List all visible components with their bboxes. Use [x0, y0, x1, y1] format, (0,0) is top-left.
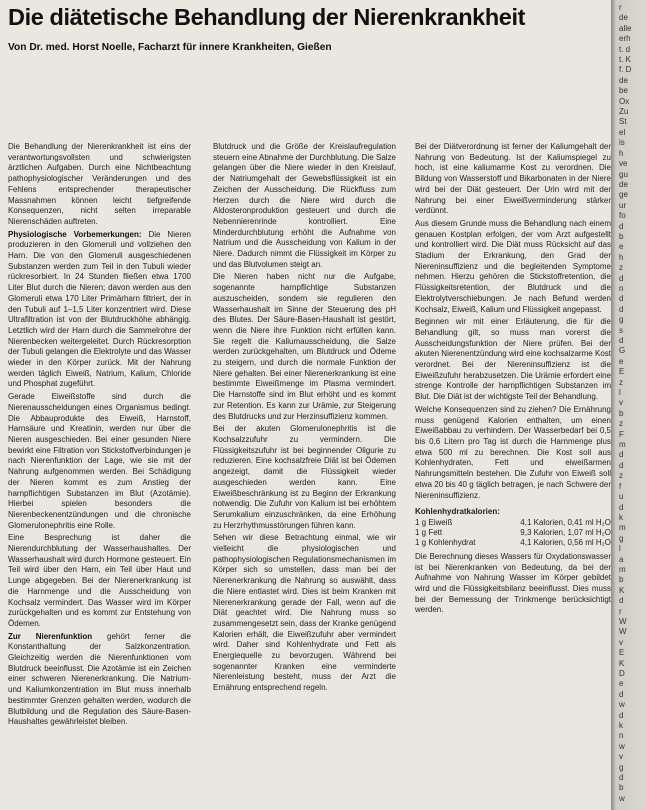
nutrition-box-note: Die Berechnung dieses Wassers für Oxydationswasser ist bei Nierenkranken von Bedeutung, da bei der Aufnahme von Nahrung Wasser im Körper gebildet wird und die Flüssigkeitsbilanz beeinflusst. Dies muss bei der Bemessung der Trinkmenge berücksichtigt werden.: [415, 551, 611, 615]
paragraph: [415, 142, 611, 217]
nutrition-label: 1 g Eiweiß: [415, 517, 453, 527]
nutrition-value: 4,1 Kalorien, 0,41 ml H₂O: [520, 517, 611, 527]
nutrition-label: 1 g Kohlenhydrat: [415, 537, 476, 547]
paragraph: [213, 142, 396, 270]
paragraph: [8, 632, 191, 728]
paragraph-text: Blutdruck und die Größe der Kreislaufregulation steuern eine Abnahme der Durchblutung. Die Salze gelangen über die Niere wieder in den Kreislauf, der Natriumgehalt der Gewebsflüssigkeit ist ein Zeichen der Ausscheidung. Die Rückfluss zum Herzen durch die Niere wird durch die Aldosteronproduktion gesteuert und durch die Nebennierenrinde kontrolliert. Eine Minderdurchblutung erhöht die Aufnahme von Natrium und die Ausscheidung von Kalium in der Niere. Dadurch nimmt die Flüssigkeit im Körper zu und das Blutvolumen steigt an.: [213, 142, 396, 269]
nutrition-row: [415, 528, 611, 538]
paragraph-text: Bei der Diätverordnung ist ferner der Kaliumgehalt der Nahrung von Bedeutung. Ist der Kaliumspiegel zu hoch, ist eine kaliumarme Kost zu verordnen. Die Bildung von Wasserstoff und Bikarbonaten in der Niere wird bei der Diät gesteuert. Der Urin wird mit der Nahrung bei einer Eiweißverminderung stärker verdünnt.: [415, 142, 611, 216]
paragraph-text: Die Nieren produzieren in den Glomeruli und vollziehen den Harn. Die von den Glomeruli ausgeschiedenen Substanzen werden zum Teil in den Tubuli wieder rückresorbiert. In 24 Stunden fließen etwa 1700 Liter Blut durch die Nieren; davon werden aus den Glomeruli etwa 170 Liter Primärharn filtriert, der in den Tubuli auf 1–1,5 Liter konzentriert wird. Diese Ultrafiltration ist von der Blutdruckhöhe abhängig. Letztlich wird der Harn durch die Sammelrohre der Nierenbecken weitergeleitet. Durch Rückresorption der Tubuli gelangen die Elektrolyte und das Wasser wieder in den Körper zurück. Mit der Nahrung werden täglich Eiweiß, Natrium, Kalium, Chloride und Phosphat zugeführt.: [8, 229, 191, 389]
paragraph: [8, 392, 191, 531]
text-column-3: [415, 142, 611, 810]
paragraph: [213, 533, 396, 694]
nutrition-box-title: Kohlenhydratkalorien:: [415, 507, 500, 517]
paragraph: [415, 405, 611, 501]
column-3-body: [415, 142, 611, 501]
paragraph: [415, 219, 611, 315]
paragraph-heading: Zur Nierenfunktion: [8, 631, 93, 641]
paragraph-text: Eine Besprechung ist daher die Nierendurchblutung der Wasserhaushaltes. Der Wasserhaushalt wird durch Hormone gesteuert. Ein Teil wird über den Harn, ein Teil über Haut und Lunge abgegeben. Bei der Nierenerkrankung ist die Harnmenge und die Ausscheidung von Kochsalz vermindert. Das Wasser wird im Körper zurückgehalten und es kommt zur Entstehung von Ödemen.: [8, 533, 191, 628]
text-column-1: [8, 142, 191, 810]
paragraph: [213, 424, 396, 531]
paragraph-text: Die Nieren haben nicht nur die Aufgabe, sogenannte harnpflichtige Substanzen auszuscheiden, sondern sie regulieren den Wasserhaushalt im Sinne der Steuerung des pH des Blutes. Der Säure-Basen-Haushalt ist gestört, wenn die Niere ihre Funktion nicht erfüllen kann. Sie regelt die Kaliumausscheidung, die Salze werden zurückgehalten, um Blutdruck und Ödeme zu steigern, und durch die normale Funktion der Niere gehalten. Bei einer Nierenerkrankung ist eine bestimmte Eiweißmenge im Plasma vermindert. Die Harnstoffe sind im Blut erhöht und es kommt zur Retention. Es kann zur Urämie, zur Steigerung des Blutdrucks und zur Herzinsuffizienz kommen.: [213, 272, 396, 421]
paragraph: [213, 272, 396, 422]
nutrition-box: [415, 507, 611, 616]
paragraph-text: Bei der akuten Glomerulonephritis ist die Kochsalzzufuhr zu vermindern. Die Flüssigkeitszufuhr ist bei beginnender Oligurie zu reduzieren. Eine kochsalzfreie Diät ist bei Ödemen angezeigt, damit die Flüssigkeit wieder ausgeschieden werden kann. Eine Eiweißbeschränkung ist zu Beginn der Erkrankung notwendig. Die Zufuhr von Kalium ist bei erhöhtem Serumkalium einzuschränken, da eine Erhöhung zu Herzrhythmusstörungen führen kann.: [213, 424, 396, 530]
paragraph-text: gehört ferner die Konstanthaltung der Salzkonzentration. Gleichzeitig werden die Nierenfunktionen vom Blutdruck beeinflusst. Die Azotämie ist ein Zeichen einer schweren Nierenerkrankung. Die Natrium- und Kaliumkonzentration im Blut muss innerhalb bestimmter Grenzen gehalten werden, wodurch die Blutbildung und die Regulation des Säure-Basen-Haushaltes gewährleistet bleiben.: [8, 631, 191, 727]
paragraph-text: Sehen wir diese Betrachtung einmal, wie wir vielleicht die physiologischen und pathophysiologischen Regulationsmechanismen im Körper sich so umstellen, dass man bei der Nierenerkrankung die Nahrung so auswählt, dass die Niere entlastet wird. Dies ist beim Kranken mit Nierenerkrankung gerade der Fall, wenn auf die Diät geachtet wird. Die Nahrung muss so zusammengesetzt sein, dass der Kranke genügend Kalorien erhält, die Eiweißzufuhr aber vermindert wird. Daher sind Kohlenhydrate und Fett als Energiequelle zu bevorzugen. Während bei sogenannter Kranken eine verminderte Nierenleistung besteht, muss der Arzt die Ernährung entsprechend regeln.: [213, 533, 396, 693]
paragraph-text: Gerade Eiweißstoffe sind durch die Nierenausscheidungen eines Organismus bedingt. Die Abbauprodukte des Eiweiß, Harnstoff, Harnsäure und Kreatinin, werden nur über die Nieren ausgeschieden. Bei einer gesunden Niere bewirkt eine Filtration von Stickstoffverbindungen je nach Nierenfunktion der Lage, wie sie mit der Nahrung aufgenommen werden. Bei Schädigung der Nieren kommt es zum Anstieg der harnpflichtigen Substanzen im Blut (Azotämie). Hierbei spielen besonders die Nierenbeckenentzündungen und die chronische Glomerulonephritis eine Rolle.: [8, 392, 191, 530]
nutrition-row: [415, 538, 611, 548]
paragraph: [415, 317, 611, 403]
paragraph-text: Welche Konsequenzen sind zu ziehen? Die Ernährung muss genügend Kalorien enthalten, um einen Eiweißabbau zu verhindern. Der Wasserbedarf bei 0,5 bis 0,6 Litern pro Tag ist durch die Harnmenge plus etwa 500 ml zu berechnen. Die Kost soll aus Kohlenhydraten, Fett und eiweißarmen Nahrungsmitteln bestehen. Die Zufuhr von Eiweiß soll etwa 20 bis 40 g täglich betragen, je nach Schwere der Niereninsuffizienz.: [415, 404, 611, 500]
nutrition-label: 1 g Fett: [415, 527, 443, 537]
text-column-2: [213, 142, 396, 810]
article-author: Von Dr. med. Horst Noelle, Facharzt für innere Krankheiten, Gießen: [8, 42, 332, 53]
paragraph-text: Aus diesem Grunde muss die Behandlung nach einem genauen Kostplan erfolgen, der vom Arzt aufgestellt und kontrolliert wird. Die Diät muss Rücksicht auf das Stadium der Erkrankung, den Grad der Niereninsuffizienz und die begleitenden Symptome nehmen. Hierzu gehören die Stickstoffretention, die Flüssigkeitsretention, der Blutdruck und die Elektrolytverschiebungen. Je nach Befund werden Kochsalz, Eiweiß, Kalium und Flüssigkeit angepasst.: [415, 218, 611, 314]
nutrition-table: [415, 518, 611, 548]
article-title: Die diätetische Behandlung der Nierenkrankheit: [8, 4, 526, 30]
paragraph-text: Die Behandlung der Nierenkrankheit ist eins der verantwortungsvollsten und schwierigsten ärztlichen Aufgaben. Durch eine Nichtbeachtung pathophysiologischer Veränderungen und des Fehlens entsprechender therapeutischer Massnahmen können leicht tiefgreifende Konsequenzen, nicht selten irreparable Nierenschäden auftreten.: [8, 142, 191, 226]
paragraph-text: Beginnen wir mit einer Erläuterung, die für die Behandlung gilt, so muss man vorerst die Ausscheidungsfunktion der Niere prüfen. Bei der akuten Nierenentzündung wird eine kochsalzarme Kost verordnet. Bei der Niereninsuffizienz ist die Eiweißzufuhr herabzusetzen. Die Urämie erfordert eine strenge Kontrolle der harnpflichtigen Substanzen im Blut. Die Diät ist der wichtigste Teil der Behandlung.: [415, 317, 611, 402]
nutrition-value: 9,3 Kalorien, 1,07 ml H₂O: [520, 527, 611, 537]
next-page-edge: [611, 0, 645, 810]
next-page-edge-text: r de alle erh t. d t. K f. D de be Ox Zu St el is h ve gu de ge ur fo d b e h z d n d d g s d G e E z l v b z F m d d z f u d k m g l a m b K d r W W v E K D e d w d k n w v g d b w: [619, 3, 632, 803]
nutrition-row: [415, 518, 611, 528]
paragraph-heading: Physiologische Vorbemerkungen:: [8, 229, 142, 239]
paragraph: [8, 533, 191, 629]
paragraph: [8, 142, 191, 228]
nutrition-value: 4,1 Kalorien, 0,56 ml H₂O: [520, 537, 611, 547]
paragraph: [8, 230, 191, 391]
